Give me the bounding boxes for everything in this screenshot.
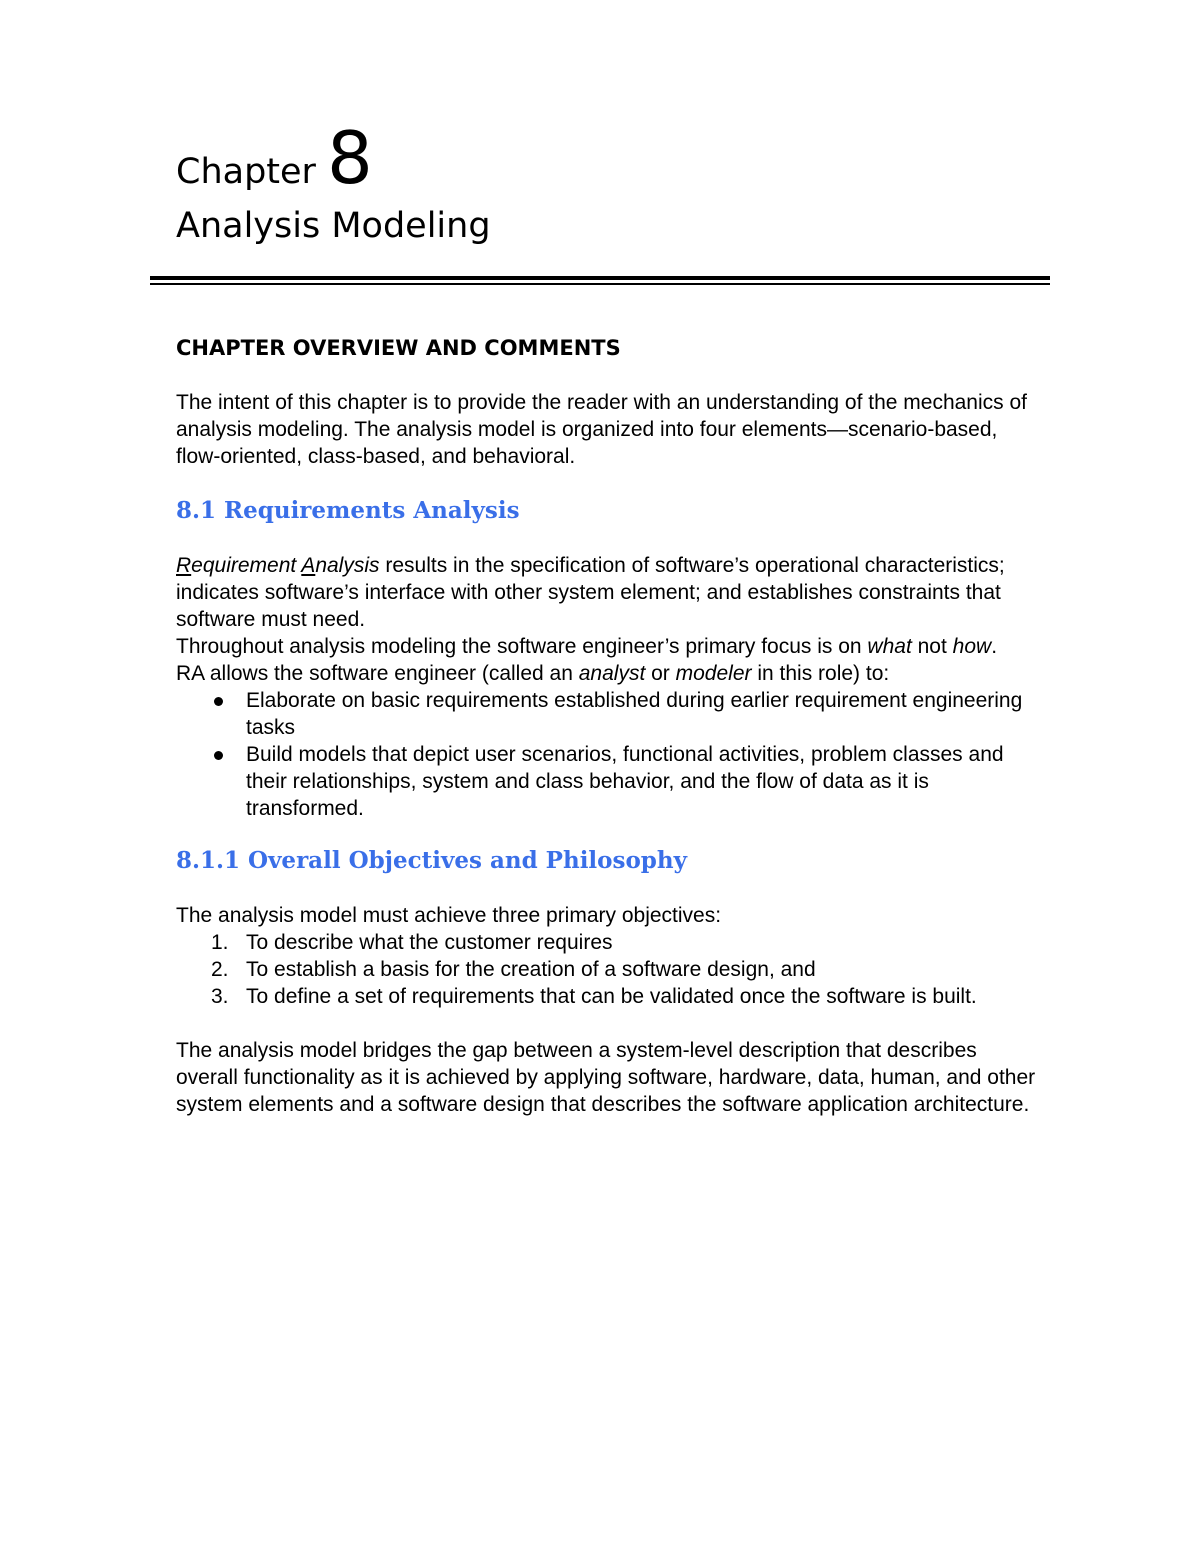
list-number: 3. bbox=[211, 985, 229, 1008]
title-divider-thick bbox=[150, 276, 1050, 280]
list-number: 1. bbox=[211, 931, 229, 954]
list-number: 2. bbox=[211, 958, 229, 981]
objective-text: To describe what the customer requires bbox=[246, 931, 613, 954]
bullet-text: Elaborate on basic requirements established during earlier requirement engineering tasks bbox=[246, 689, 1023, 739]
emphasis-how: how bbox=[952, 635, 992, 658]
term-letter-a: A bbox=[301, 554, 316, 577]
objectives-list bbox=[176, 929, 1036, 1010]
objective-item bbox=[176, 983, 1036, 1010]
objective-item bbox=[176, 929, 1036, 956]
term-letter-r: R bbox=[176, 554, 192, 577]
ra-allows-paragraph bbox=[176, 660, 1036, 687]
bullet-item bbox=[176, 741, 1036, 822]
paragraph-text: Throughout analysis modeling the software engineer’s primary focus is on bbox=[176, 635, 868, 658]
paragraph-text: in this role) to: bbox=[751, 662, 890, 685]
emphasis-analyst: analyst bbox=[578, 662, 646, 685]
objectives-intro: The analysis model must achieve three primary objectives: bbox=[176, 904, 722, 927]
emphasis-modeler: modeler bbox=[675, 662, 752, 685]
overview-paragraph: The intent of this chapter is to provide the reader with an understanding of the mechanics of analysis modeling. The analysis model is organized into four elements—scenario-based, flow-oriented, class-based, and behavioral. bbox=[176, 391, 1028, 468]
ra-bullet-list bbox=[176, 687, 1036, 822]
objective-text: To establish a basis for the creation of a software design, and bbox=[246, 958, 816, 981]
chapter-title: Analysis Modeling bbox=[176, 206, 491, 246]
paragraph-text: results in the specification of software’s operational characteristics; indicates software’s interface with other system element; and establishes constraints that software must need. bbox=[176, 554, 1005, 631]
overview-heading: CHAPTER OVERVIEW AND COMMENTS bbox=[176, 336, 621, 360]
closing-paragraph: The analysis model bridges the gap between a system-level description that describes overall functionality as it is achieved by applying software, hardware, data, human, and other system elements and a software design that describes the software application architecture. bbox=[176, 1039, 1036, 1116]
bullet-icon bbox=[214, 697, 223, 706]
chapter-number: 8 bbox=[327, 116, 373, 200]
term-part-1: equirement bbox=[191, 554, 302, 577]
term-requirement-analysis bbox=[176, 554, 380, 577]
bullet-text: Build models that depict user scenarios, functional activities, problem classes and their relationships, system and class behavior, and the flow of data as it is transformed. bbox=[246, 743, 1004, 820]
paragraph-text: or bbox=[645, 662, 676, 685]
focus-paragraph bbox=[176, 633, 1036, 660]
requirement-analysis-paragraph bbox=[176, 552, 1036, 633]
objective-item bbox=[176, 956, 1036, 983]
bullet-icon bbox=[214, 751, 223, 760]
paragraph-text: not bbox=[911, 635, 953, 658]
term-part-2: nalysis bbox=[315, 554, 380, 577]
objective-text: To define a set of requirements that can be validated once the software is built. bbox=[246, 985, 977, 1008]
emphasis-what: what bbox=[867, 635, 912, 658]
section-8-1-1-heading: 8.1.1 Overall Objectives and Philosophy bbox=[176, 847, 687, 874]
bullet-item bbox=[176, 687, 1036, 741]
document-body bbox=[176, 334, 1036, 1118]
chapter-label bbox=[176, 116, 373, 200]
section-8-1-heading: 8.1 Requirements Analysis bbox=[176, 497, 520, 524]
paragraph-text: RA allows the software engineer (called an bbox=[176, 662, 579, 685]
paragraph-text: . bbox=[991, 635, 998, 658]
chapter-word: Chapter bbox=[176, 152, 316, 192]
title-divider-thin bbox=[150, 283, 1050, 285]
